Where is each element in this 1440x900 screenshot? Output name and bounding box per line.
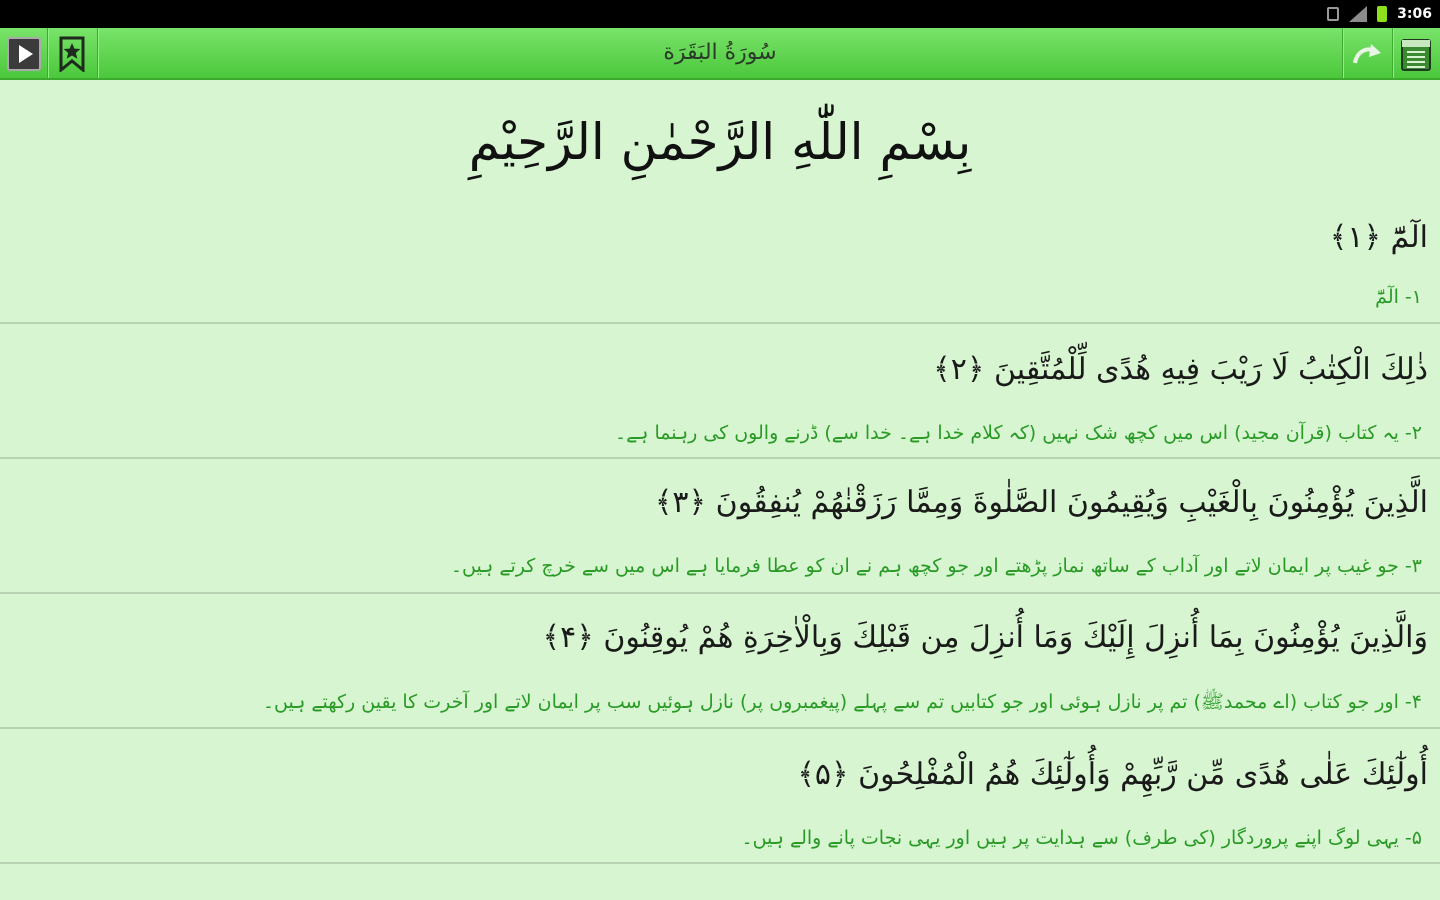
verse-translation: ۳- جو غیب پر ایمان لاتے اور آداب کے ساتھ نماز پڑھتے اور جو کچھ ہم نے ان کو عطا فرمایا ہے اس میں سے خرچ کرتے ہیں۔: [450, 555, 1422, 577]
verse-translation: ۲- یہ کتاب (قرآن مجید) اس میں کچھ شک نہیں (کہ کلام خدا ہے۔ خدا سے) ڈرنے والوں کی رہنما ہے۔: [615, 422, 1422, 444]
verse-row[interactable]: [0, 729, 1440, 864]
bookmark-star-icon: [58, 36, 86, 72]
divider: [1392, 28, 1394, 78]
verse-arabic: وَالَّذِينَ يُؤْمِنُونَ بِمَا أُنزِلَ إِلَيْكَ وَمَا أُنزِلَ مِن قَبْلِكَ وَبِالْاٰخِرَةِ هُمْ يُوقِنُونَ ﴿۴﴾: [542, 620, 1428, 655]
signal-icon: [1349, 6, 1367, 22]
verse-arabic: الٓمّٓ ﴿۱﴾: [1329, 220, 1428, 255]
play-button[interactable]: [4, 32, 44, 76]
bismillah: بِسْمِ اللّٰهِ الرَّحْمٰنِ الرَّحِيْمِ: [468, 113, 972, 171]
action-bar: [0, 28, 1440, 80]
verse-row[interactable]: [0, 210, 1440, 324]
divider: [1342, 28, 1344, 78]
status-icons: [1327, 0, 1432, 28]
verse-translation: ۱- الٓمّٓ: [1375, 286, 1422, 308]
verse-list-button[interactable]: [1396, 32, 1436, 76]
bookmark-button[interactable]: [52, 32, 92, 76]
play-icon: [7, 37, 41, 71]
divider: [47, 28, 49, 78]
surah-title: سُورَةُ البَقَرَة: [663, 40, 777, 65]
verse-translation: ۵- یہی لوگ اپنے پروردگار (کی طرف) سے ہدایت پر ہیں اور یہی نجات پانے والے ہیں۔: [741, 827, 1422, 849]
redo-button[interactable]: [1348, 32, 1388, 76]
battery-icon: [1377, 6, 1387, 22]
verse-arabic: ذٰلِكَ الْكِتٰبُ لَا رَيْبَ فِيهِ هُدًى لِّلْمُتَّقِينَ ﴿۲﴾: [933, 352, 1428, 387]
verse-translation: ۴- اور جو کتاب (اے محمدﷺ) تم پر نازل ہوئی اور جو کتابیں تم سے پہلے (پیغمبروں پر) نازل ہوئیں سب پر ایمان لاتے اور آخرت کا یقین رکھتے ہیں۔: [262, 691, 1422, 713]
list-icon: [1400, 36, 1432, 72]
lock-icon: [1327, 7, 1339, 21]
redo-arrow-icon: [1351, 39, 1385, 69]
status-bar: [0, 0, 1440, 28]
verse-row[interactable]: [0, 594, 1440, 729]
verse-arabic: أُولٰٓئِكَ عَلٰى هُدًى مِّن رَّبِّهِمْ وَأُولٰٓئِكَ هُمُ الْمُفْلِحُونَ ﴿۵﴾: [797, 757, 1428, 792]
reading-pane[interactable]: [0, 80, 1440, 900]
verse-row[interactable]: [0, 459, 1440, 594]
status-time: 3:06: [1397, 6, 1432, 22]
divider: [97, 28, 99, 78]
verse-row[interactable]: [0, 324, 1440, 459]
verse-arabic: الَّذِينَ يُؤْمِنُونَ بِالْغَيْبِ وَيُقِيمُونَ الصَّلٰوةَ وَمِمَّا رَزَقْنٰهُمْ يُنفِقُونَ ﴿۳﴾: [654, 485, 1428, 520]
